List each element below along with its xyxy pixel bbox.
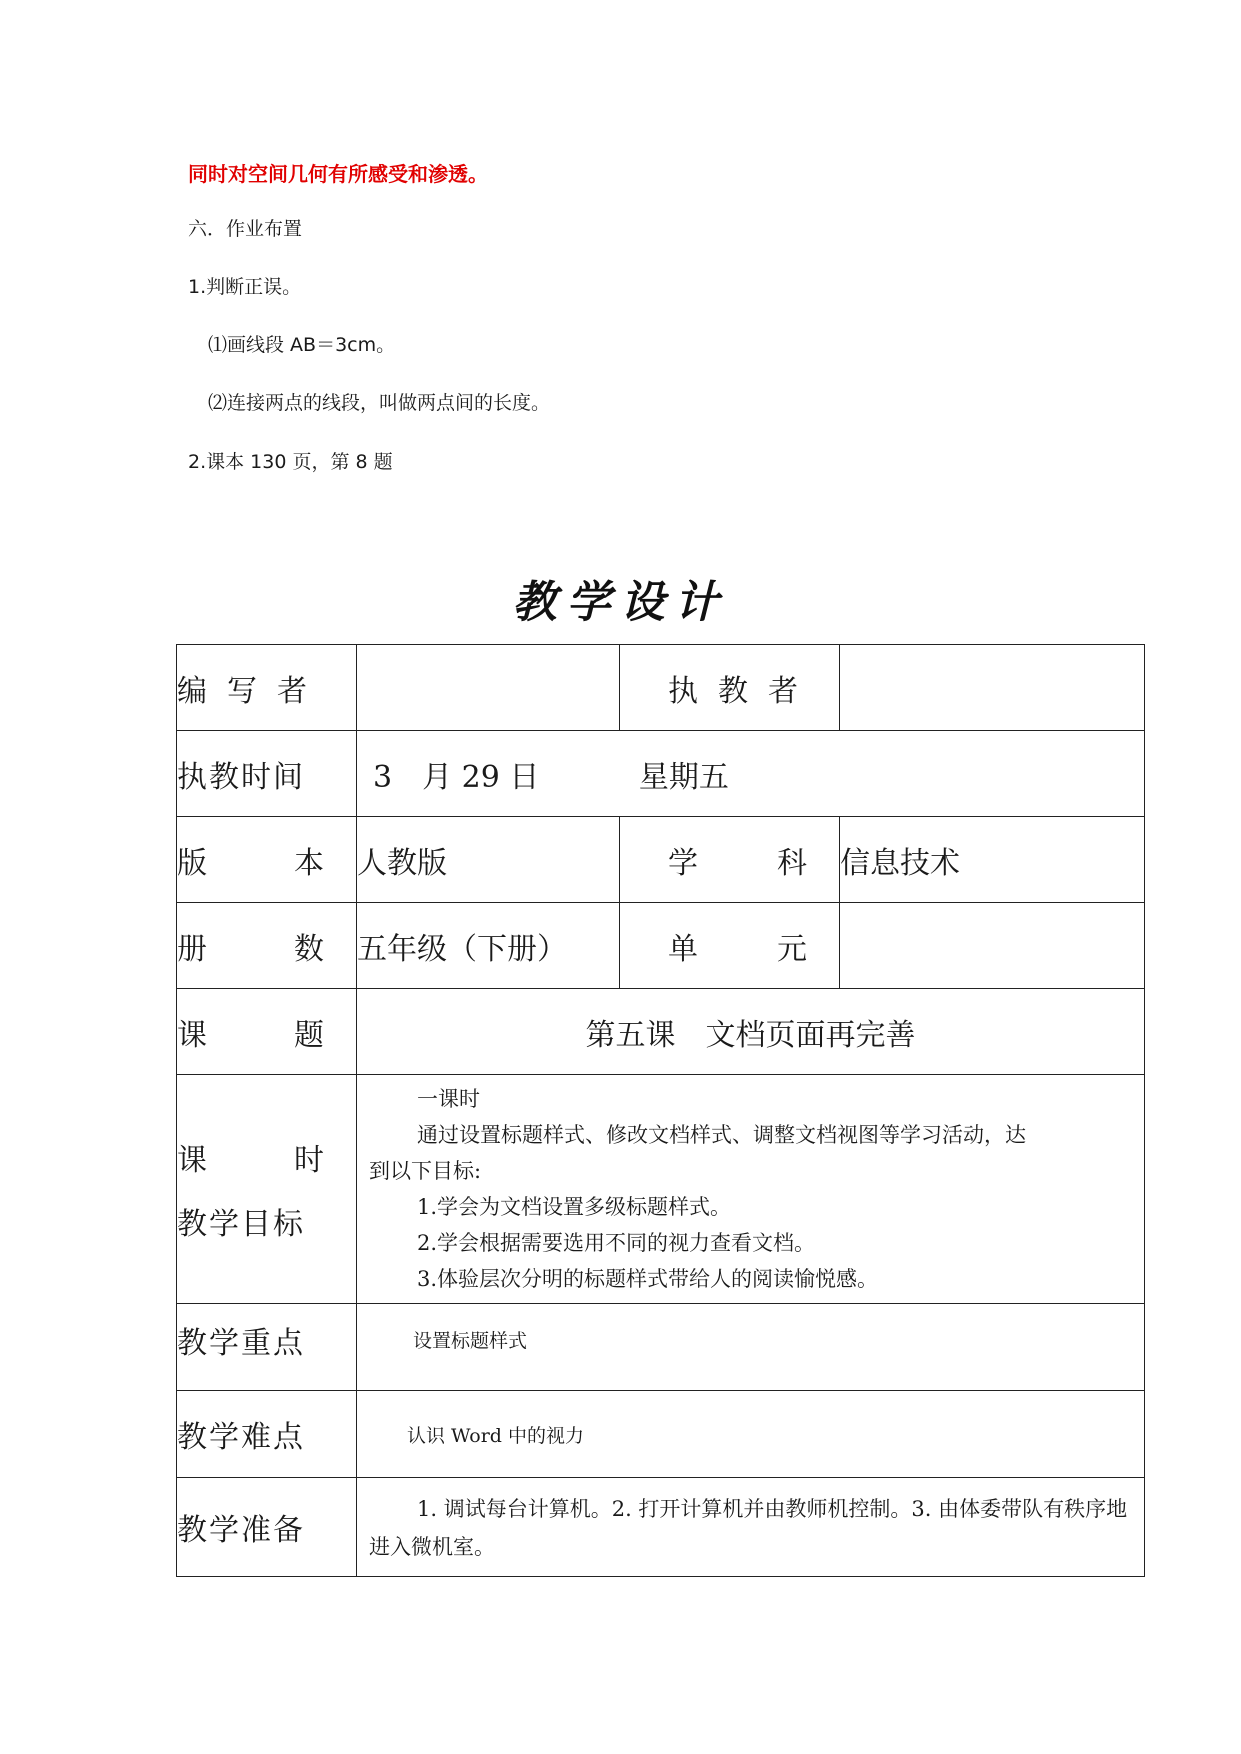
edition-label-char: 版 — [177, 845, 209, 881]
teacher-label-char: 执 — [668, 673, 700, 709]
table-row — [177, 903, 1145, 989]
teacher-label-cell — [620, 645, 840, 731]
homework-heading: 六．作业布置 — [188, 218, 303, 240]
author-label-char: 写 — [227, 673, 259, 709]
goal-line: 2.学会根据需要选用不同的视力查看文档。 — [417, 1231, 816, 1255]
edition-label-cell — [177, 817, 357, 903]
goal-label-cell — [177, 1075, 357, 1304]
author-value — [357, 645, 620, 731]
unit-label-cell — [620, 903, 840, 989]
goal-label-char: 时 — [294, 1143, 326, 1178]
volume-label-char: 数 — [294, 931, 326, 967]
table-row — [177, 645, 1145, 731]
prep-text: 1. 调试每台计算机。2. 打开计算机并由教师机控制。3. 由体委带队有秩序地进入微机室。 — [369, 1497, 1128, 1559]
author-label-cell — [177, 645, 357, 731]
goal-line: 到以下目标: — [369, 1159, 482, 1183]
lesson-design-table — [176, 644, 1145, 1577]
goal-label-char: 课 — [177, 1143, 209, 1178]
topic-value: 第五课 文档页面再完善 — [357, 989, 1145, 1075]
topic-label-cell — [177, 989, 357, 1075]
unit-label-char: 元 — [777, 931, 809, 967]
edition-value: 人教版 — [357, 817, 620, 903]
author-label-char: 者 — [277, 673, 309, 709]
subject-value: 信息技术 — [840, 817, 1145, 903]
goal-line: 一课时 — [417, 1087, 480, 1111]
time-value: 3 月 29 日 — [373, 759, 540, 795]
homework-item-1: 1.判断正误。 — [188, 276, 302, 298]
teacher-label-char: 教 — [718, 673, 750, 709]
intro-red-line: 同时对空间几何有所感受和渗透。 — [188, 162, 488, 186]
goal-line: 3.体验层次分明的标题样式带给人的阅读愉悦感。 — [417, 1267, 879, 1291]
teacher-label-char: 者 — [768, 673, 800, 709]
subject-label-char: 学 — [668, 845, 700, 881]
difficulty-value: 认识 Word 中的视力 — [357, 1391, 1145, 1478]
unit-value — [840, 903, 1145, 989]
volume-label-cell — [177, 903, 357, 989]
homework-item-1a: ⑴画线段 AB＝3cm。 — [208, 334, 396, 356]
document-title: 教学设计 — [512, 577, 729, 628]
table-row — [177, 1304, 1145, 1391]
homework-item-2: 2.课本 130 页，第 8 题 — [188, 451, 393, 473]
difficulty-label: 教学难点 — [177, 1391, 357, 1478]
goal-content — [357, 1075, 1145, 1304]
time-label: 执教时间 — [177, 731, 357, 817]
goal-label: 教学目标 — [177, 1207, 305, 1242]
focus-value: 设置标题样式 — [357, 1304, 1145, 1391]
volume-value: 五年级（下册） — [357, 903, 620, 989]
table-row — [177, 817, 1145, 903]
edition-label-char: 本 — [294, 845, 326, 881]
unit-label-char: 单 — [668, 931, 700, 967]
teacher-value — [840, 645, 1145, 731]
topic-label-char: 题 — [294, 1017, 326, 1053]
subject-label-char: 科 — [777, 845, 809, 881]
table-row — [177, 1075, 1145, 1304]
author-label-char: 编 — [177, 673, 209, 709]
table-row — [177, 1391, 1145, 1478]
goal-line: 1.学会为文档设置多级标题样式。 — [417, 1195, 732, 1219]
table-row — [177, 731, 1145, 817]
table-row — [177, 1478, 1145, 1577]
weekday-value: 星期五 — [638, 759, 729, 795]
time-value-cell — [357, 731, 1145, 817]
subject-label-cell — [620, 817, 840, 903]
focus-label: 教学重点 — [177, 1304, 357, 1391]
table-row — [177, 989, 1145, 1075]
volume-label-char: 册 — [177, 931, 209, 967]
goal-line: 通过设置标题样式、修改文档样式、调整文档视图等学习活动，达 — [417, 1123, 1026, 1147]
homework-item-1b: ⑵连接两点的线段，叫做两点间的长度。 — [208, 392, 551, 414]
topic-label-char: 课 — [177, 1017, 209, 1053]
prep-value — [357, 1478, 1145, 1577]
prep-label: 教学准备 — [177, 1478, 357, 1577]
